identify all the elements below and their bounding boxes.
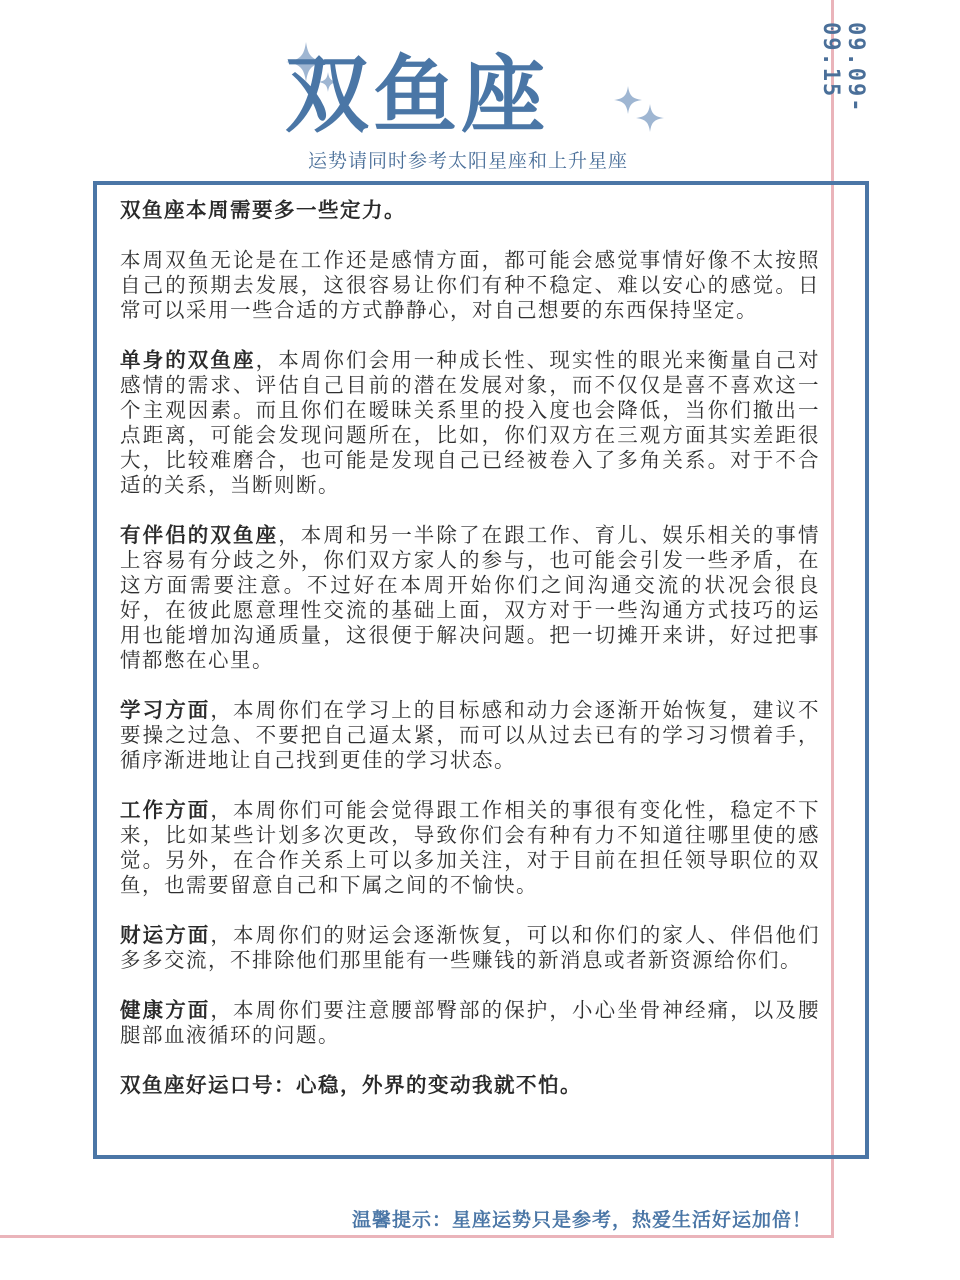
section-label: 学习方面	[120, 698, 211, 722]
section-label: 健康方面	[120, 998, 211, 1022]
pink-frame-horizontal	[0, 1235, 834, 1238]
intro-paragraph: 本周双鱼无论是在工作还是感情方面，都可能会感觉事情好像不太按照自己的预期去发展，这很容易让你们有种不稳定、难以安心的感觉。日常可以采用一些合适的方式静静心，对自己想要的东西保持坚定。	[120, 248, 820, 322]
section-text: ，本周你们可能会觉得跟工作相关的事很有变化性，稳定不下来，比如某些计划多次更改，导致你们会有种有力不知道往哪里使的感觉。另外，在合作关系上可以多加关注，对于目前在担任领导职位的双鱼，也需要留意自己和下属之间的不愉快。	[120, 798, 821, 897]
section-label: 工作方面	[120, 798, 211, 822]
section-text: ，本周你们的财运会逐渐恢复，可以和你们的家人、伴侣他们多多交流，不排除他们那里能有一些赚钱的新消息或者新资源给你们。	[120, 923, 821, 972]
page-title: 双鱼座	[284, 46, 549, 144]
section-label: 有伴侣的双鱼座	[120, 523, 279, 547]
section-wealth	[120, 923, 820, 973]
section-text: ，本周你们要注意腰部臀部的保护，小心坐骨神经痛，以及腰腿部血液循环的问题。	[120, 998, 821, 1047]
section-study	[120, 698, 820, 773]
section-text: ，本周和另一半除了在跟工作、育儿、娱乐相关的事情上容易有分歧之外，你们双方家人的参与，也可能会引发一些矛盾，在这方面需要注意。不过好在本周开始你们之间沟通交流的状况会很良好，在彼此愿意理性交流的基础上面，双方对于一些沟通方式技巧的运用也能增加沟通质量，这很便于解决问题。把一切摊开来讲，好过把事情都憋在心里。	[120, 523, 821, 672]
section-health	[120, 998, 820, 1048]
section-partnered	[120, 523, 820, 673]
section-text: ，本周你们会用一种成长性、现实性的眼光来衡量自己对感情的需求、评估自己目前的潜在发展对象，而不仅仅是喜不喜欢这一个主观因素。而且你们在暧昧关系里的投入度也会降低，当你们撤出一点距离，可能会发现问题所在，比如，你们双方在三观方面其实差距很大，比较难磨合，也可能是发现自己已经被卷入了多角关系。对于不合适的关系，当断则断。	[120, 348, 821, 497]
section-text: ，本周你们在学习上的目标感和动力会逐渐开始恢复，建议不要操之过急、不要把自己逼太紧，而可以从过去已有的学习习惯着手，循序渐进地让自己找到更佳的学习状态。	[120, 698, 821, 772]
section-work	[120, 798, 820, 898]
section-label: 单身的双鱼座	[120, 348, 256, 372]
headline: 双鱼座本周需要多一些定力。	[120, 198, 406, 222]
footer-tip: 温馨提示：星座运势只是参考，热爱生活好运加倍！	[351, 1209, 812, 1231]
date-range: 09.09-09.15	[818, 22, 868, 114]
subtitle: 运势请同时参考太阳星座和上升星座	[307, 150, 628, 172]
section-label: 财运方面	[120, 923, 211, 947]
lucky-slogan: 双鱼座好运口号：心稳，外界的变动我就不怕。	[120, 1073, 582, 1097]
horoscope-content	[120, 198, 820, 1123]
section-single	[120, 348, 820, 498]
